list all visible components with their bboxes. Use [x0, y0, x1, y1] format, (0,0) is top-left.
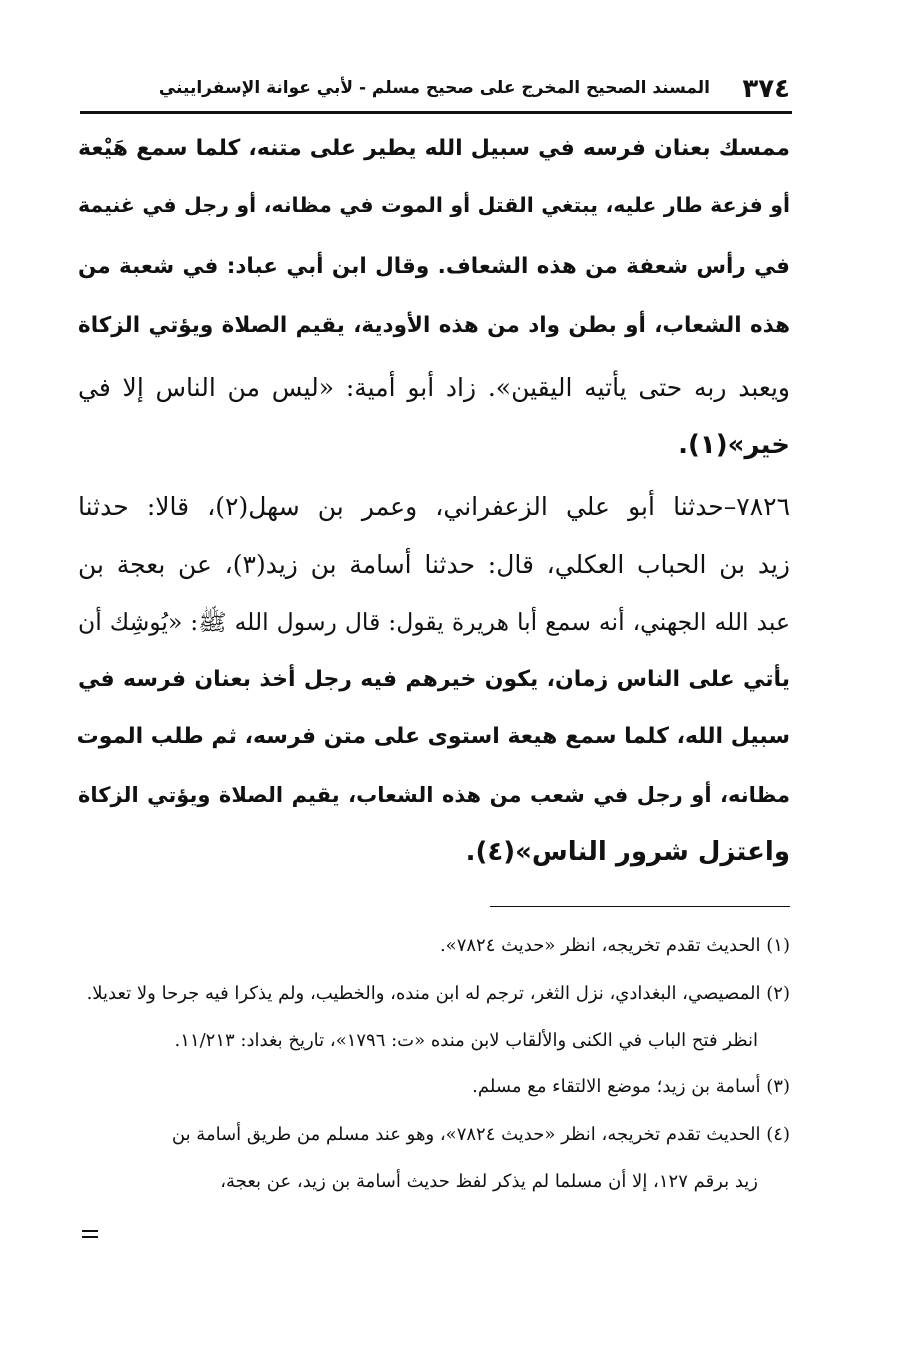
page-number: ٣٧٤ [742, 74, 790, 104]
footnote-separator [490, 906, 790, 907]
footnote-2-continued: انظر فتح الباب في الكنى والألقاب لابن منده «ت: ١٧٩٦»، تاريخ بغداد: ١١/٢١٣. [174, 1030, 758, 1051]
body-line: ممسك بعنان فرسه في سبيل الله يطير على متنه، كلما سمع هَيْعة [78, 136, 790, 161]
footnote-1: (١) الحديث تقدم تخريجه، انظر «حديث ٧٨٢٤». [439, 935, 790, 956]
body-line: زيد بن الحباب العكلي، قال: حدثنا أسامة بن زيد(٣)، عن بعجة بن [78, 550, 790, 579]
body-line: أو فزعة طار عليه، يبتغي القتل أو الموت في مظانه، أو رجل في غنيمة [78, 193, 790, 217]
body-line: هذه الشعاب، أو بطن واد من هذه الأودية، يقيم الصلاة ويؤتي الزكاة [78, 313, 790, 338]
body-line: عبد الله الجهني، أنه سمع أبا هريرة يقول: قال رسول الله ﷺ: «يُوشِك أن [78, 608, 790, 636]
footnote-3: (٣) أسامة بن زيد؛ موضع الالتقاء مع مسلم. [472, 1076, 790, 1097]
footnote-4: (٤) الحديث تقدم تخريجه، انظر «حديث ٧٨٢٤»، وهو عند مسلم من طريق أسامة بن [171, 1124, 790, 1145]
hadith-number-line: ٧٨٢٦–حدثنا أبو علي الزعفراني، وعمر بن سهل(٢)، قالا: حدثنا [78, 492, 790, 521]
book-title: المسند الصحيح المخرج على صحيح مسلم - لأبي عوانة الإسفراييني [158, 78, 710, 98]
header-rule [80, 111, 792, 114]
continuation-mark [82, 1228, 98, 1238]
footnote-2: (٢) المصيصي، البغدادي، نزل الثغر، ترجم له ابن منده، والخطيب، ولم يذكرا فيه جرحا ولا تعديلا. [86, 983, 790, 1004]
body-line: واعتزل شرور الناس»(٤). [465, 837, 790, 867]
body-line: مظانه، أو رجل في شعب من هذه الشعاب، يقيم الصلاة ويؤتي الزكاة [78, 783, 790, 807]
body-line: يأتي على الناس زمان، يكون خيرهم فيه رجل أخذ بعنان فرسه في [78, 667, 790, 692]
body-line: في رأس شعفة من هذه الشعاف. وقال ابن أبي عباد: في شعبة من [78, 254, 790, 279]
running-header [150, 72, 790, 112]
body-line: خير»(١). [678, 430, 790, 460]
body-line: ويعبد ربه حتى يأتيه اليقين». زاد أبو أمية: «ليس من الناس إلا في [78, 373, 790, 402]
footnote-4-continued: زيد برقم ١٢٧، إلا أن مسلما لم يذكر لفظ حديث أسامة بن زيد، عن بعجة، [220, 1171, 758, 1192]
body-line: سبيل الله، كلما سمع هيعة استوى على متن فرسه، ثم طلب الموت [76, 724, 790, 749]
